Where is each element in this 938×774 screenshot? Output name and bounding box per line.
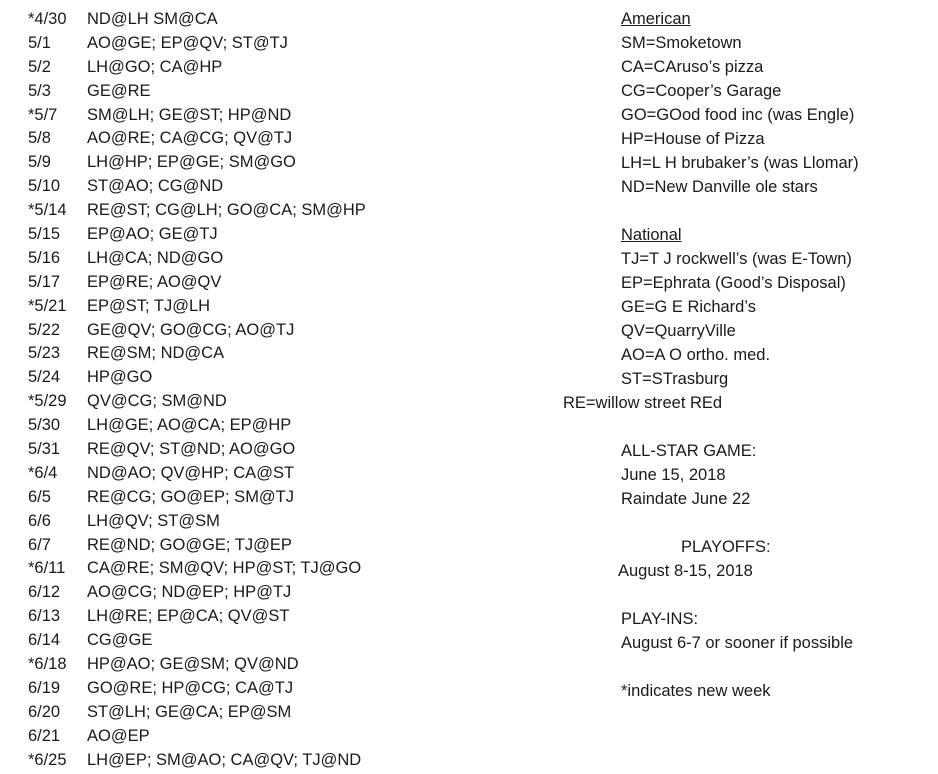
- schedule-date: 5/8: [28, 129, 51, 148]
- schedule-date: *5/21: [28, 296, 67, 315]
- schedule-games: EP@RE; AO@QV: [87, 272, 222, 291]
- schedule-games: GE@QV; GO@CG; AO@TJ: [87, 320, 295, 339]
- playins-dates: August 6-7 or sooner if possible: [621, 634, 854, 652]
- schedule-games: AO@RE; CA@CG; QV@TJ: [87, 129, 293, 148]
- schedule-date: 5/9: [28, 153, 51, 172]
- national-heading: National: [621, 226, 682, 244]
- schedule-date: 5/3: [28, 81, 51, 100]
- national-team: GE=G E Richard’s: [621, 298, 756, 316]
- schedule-games: ST@AO; CG@ND: [87, 177, 224, 196]
- schedule-date: 5/24: [28, 368, 61, 387]
- schedule-games: LH@QV; ST@SM: [87, 511, 220, 530]
- schedule-games: LH@GE; AO@CA; EP@HP: [87, 416, 292, 435]
- allstar-title: ALL-STAR GAME:: [621, 442, 757, 460]
- schedule-date: 6/7: [28, 535, 51, 554]
- schedule-games: SM@LH; GE@ST; HP@ND: [87, 105, 292, 124]
- schedule-date: 5/23: [28, 344, 61, 363]
- schedule-date: 5/22: [28, 320, 61, 339]
- playins-title: PLAY-INS:: [621, 610, 699, 628]
- schedule-date: 6/14: [28, 631, 61, 650]
- schedule-games: ST@LH; GE@CA; EP@SM: [87, 702, 292, 721]
- schedule-games: HP@AO; GE@SM; QV@ND: [87, 655, 299, 674]
- schedule-date: 5/15: [28, 225, 61, 244]
- new-week-note: *indicates new week: [621, 682, 771, 700]
- schedule-games: ND@LH SM@CA: [87, 10, 218, 28]
- schedule-date: *5/29: [28, 392, 67, 411]
- schedule-date: *6/18: [28, 655, 67, 674]
- schedule-games: LH@CA; ND@GO: [87, 248, 224, 267]
- schedule-date: 6/12: [28, 583, 61, 602]
- schedule-games: RE@ST; CG@LH; GO@CA; SM@HP: [87, 201, 366, 220]
- schedule-date: 6/6: [28, 511, 51, 530]
- schedule-games: RE@SM; ND@CA: [87, 344, 225, 363]
- american-team: SM=Smoketown: [621, 34, 742, 52]
- schedule-date: 6/13: [28, 607, 61, 626]
- schedule-games: EP@ST; TJ@LH: [87, 296, 211, 315]
- schedule-games: AO@EP: [87, 726, 150, 745]
- american-team: ND=New Danville ole stars: [621, 178, 818, 196]
- allstar-raindate: Raindate June 22: [621, 490, 751, 508]
- schedule-games: RE@CG; GO@EP; SM@TJ: [87, 487, 295, 506]
- schedule-date: *5/7: [28, 105, 58, 124]
- schedule-games: GO@RE; HP@CG; CA@TJ: [87, 678, 294, 697]
- american-team: HP=House of Pizza: [621, 130, 765, 148]
- national-team: EP=Ephrata (Good’s Disposal): [621, 274, 846, 292]
- schedule-games: RE@QV; ST@ND; AO@GO: [87, 440, 296, 459]
- schedule-games: HP@GO: [87, 368, 153, 387]
- schedule-date: 6/19: [28, 678, 61, 697]
- schedule-date: *6/4: [28, 463, 58, 482]
- schedule-games: LH@HP; EP@GE; SM@GO: [87, 153, 296, 172]
- national-team: AO=A O ortho. med.: [621, 346, 771, 364]
- schedule-games: LH@EP; SM@AO; CA@QV; TJ@ND: [87, 750, 362, 769]
- american-team: CG=Cooper’s Garage: [621, 82, 782, 100]
- national-team: RE=willow street REd: [563, 394, 723, 412]
- schedule-date: *5/14: [28, 201, 67, 220]
- national-team: QV=QuarryVille: [621, 322, 736, 340]
- schedule-date: 5/1: [28, 33, 51, 52]
- playoffs-title: PLAYOFFS:: [681, 538, 771, 556]
- american-team: LH=L H brubaker’s (was Llomar): [621, 154, 859, 172]
- american-heading: American: [621, 10, 691, 28]
- schedule-date: 5/30: [28, 416, 61, 435]
- schedule-date: *6/11: [28, 559, 66, 578]
- schedule-games: AO@CG; ND@EP; HP@TJ: [87, 583, 292, 602]
- schedule-games: LH@GO; CA@HP: [87, 57, 223, 76]
- schedule-games: RE@ND; GO@GE; TJ@EP: [87, 535, 292, 554]
- national-team: ST=STrasburg: [621, 370, 729, 388]
- american-team: GO=GOod food inc (was Engle): [621, 106, 855, 124]
- schedule-games: EP@AO; GE@TJ: [87, 225, 218, 244]
- schedule-date: 5/16: [28, 248, 61, 267]
- american-team: CA=CAruso’s pizza: [621, 58, 764, 76]
- schedule-date: 6/5: [28, 487, 51, 506]
- schedule-date: *4/30: [28, 10, 67, 28]
- schedule-games: LH@RE; EP@CA; QV@ST: [87, 607, 290, 626]
- schedule-games: QV@CG; SM@ND: [87, 392, 227, 411]
- playoffs-dates: August 8-15, 2018: [618, 562, 753, 580]
- schedule-date: *6/25: [28, 750, 67, 769]
- schedule-games: CA@RE; SM@QV; HP@ST; TJ@GO: [87, 559, 362, 578]
- schedule-date: 6/20: [28, 702, 61, 721]
- allstar-date: June 15, 2018: [621, 466, 726, 484]
- schedule-date: 5/2: [28, 57, 51, 76]
- schedule-games: CG@GE: [87, 631, 153, 650]
- schedule-games: AO@GE; EP@QV; ST@TJ: [87, 33, 288, 52]
- schedule-date: 6/21: [28, 726, 61, 745]
- national-team: TJ=T J rockwell’s (was E-Town): [621, 250, 852, 268]
- schedule-date: 5/10: [28, 177, 61, 196]
- schedule-date: 5/17: [28, 272, 61, 291]
- schedule-games: ND@AO; QV@HP; CA@ST: [87, 463, 295, 482]
- schedule-date: 5/31: [28, 440, 61, 459]
- schedule-games: GE@RE: [87, 81, 151, 100]
